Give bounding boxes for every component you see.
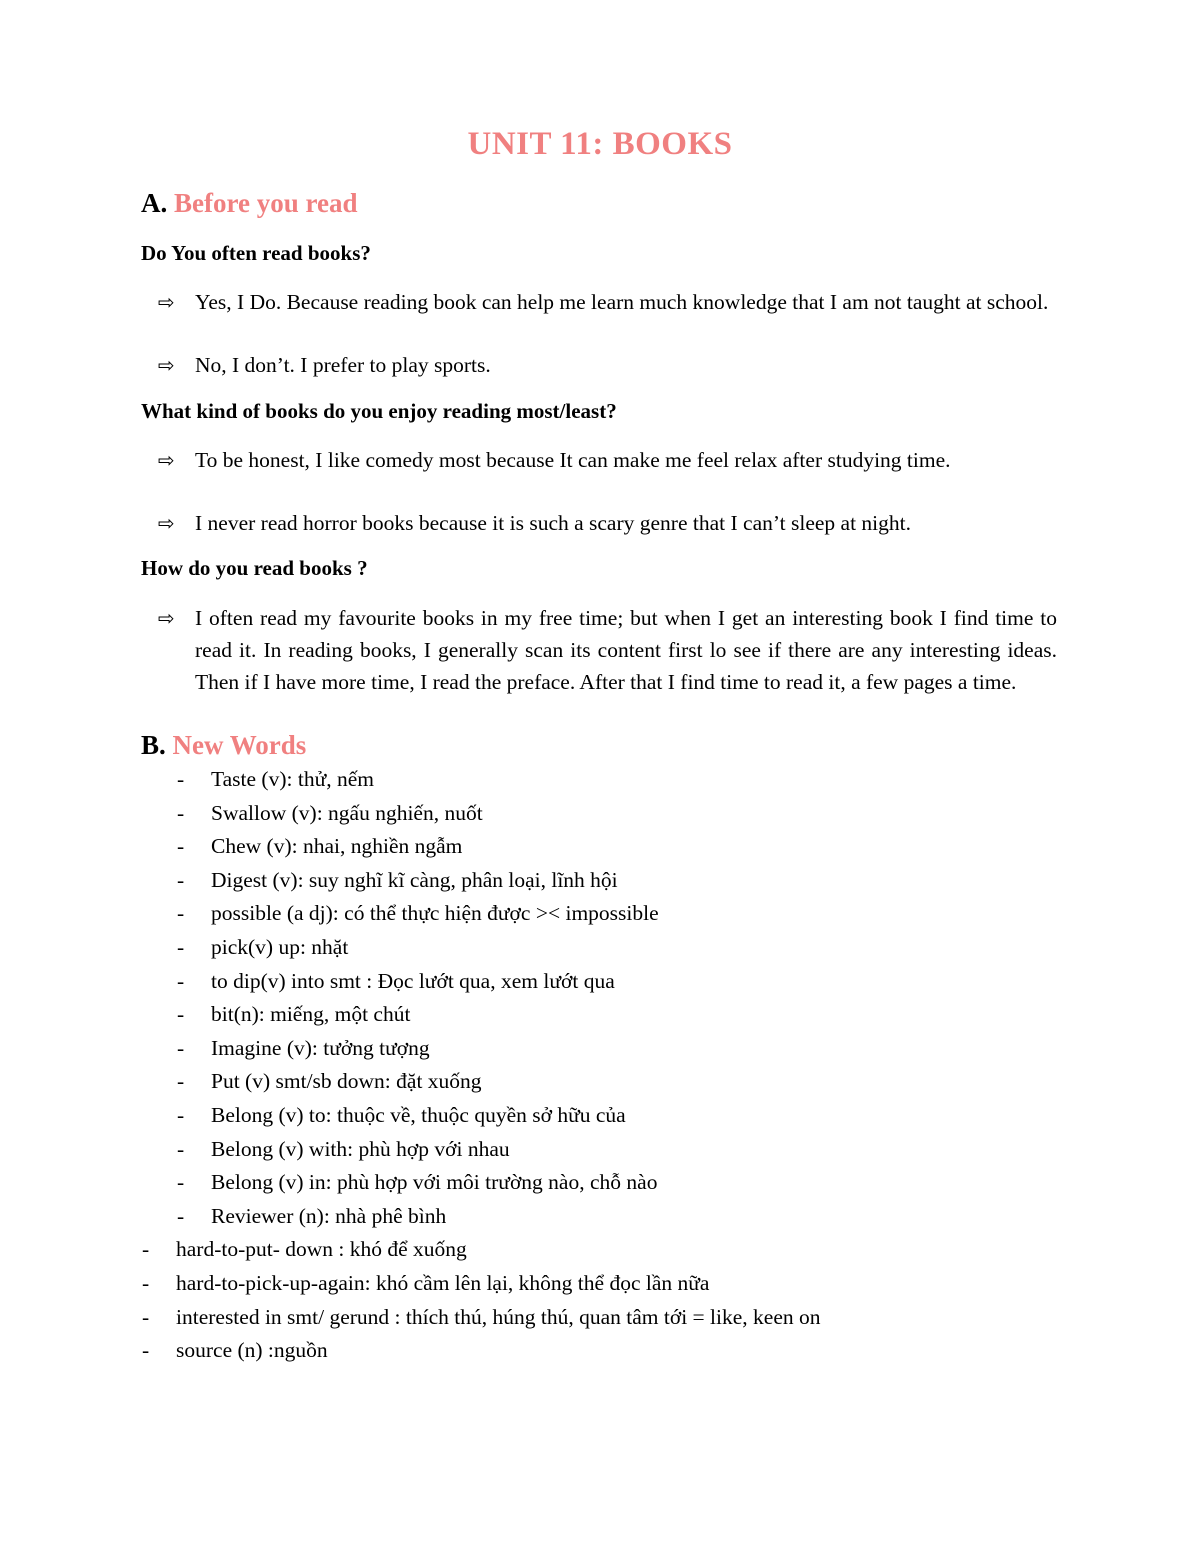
vocab-text: Digest (v): suy nghĩ kĩ càng, phân loại, lĩnh hội: [211, 868, 618, 892]
arrow-bullet-icon: ⇨: [158, 290, 175, 314]
question-2: What kind of books do you enjoy reading most/least?: [141, 399, 617, 423]
section-b-heading: [141, 730, 306, 761]
vocab-text: Belong (v) in: phù hợp với môi trường nào, chỗ nào: [211, 1170, 658, 1194]
list-bullet: -: [142, 1305, 150, 1329]
vocab-text: pick(v) up: nhặt: [211, 935, 349, 959]
list-bullet: -: [177, 801, 185, 825]
list-bullet: -: [177, 901, 185, 925]
arrow-bullet-icon: ⇨: [158, 448, 175, 472]
section-a-heading: [141, 188, 357, 219]
list-bullet: -: [177, 834, 185, 858]
list-bullet: -: [142, 1271, 150, 1295]
list-bullet: -: [177, 1170, 185, 1194]
answer-3-1: I often read my favourite books in my free time; but when I get an interesting book I find time to read it. In reading books, I generally scan its content first lo see if there are any interesting ideas. Then if I have more time, I read the preface. After that I find time to read it, a few pages a time.: [195, 606, 1057, 694]
list-bullet: -: [177, 1002, 185, 1026]
vocab-text: Swallow (v): ngấu nghiến, nuốt: [211, 801, 483, 825]
arrow-bullet-icon: ⇨: [158, 511, 175, 535]
vocab-text: Belong (v) to: thuộc về, thuộc quyền sở hữu của: [211, 1103, 626, 1127]
list-bullet: -: [142, 1237, 150, 1261]
list-bullet: -: [177, 767, 185, 791]
vocab-text: Put (v) smt/sb down: đặt xuống: [211, 1069, 482, 1093]
answer-1-1: Yes, I Do. Because reading book can help me learn much knowledge that I am not taught at school.: [195, 290, 1049, 314]
question-3: How do you read books ?: [141, 556, 368, 580]
vocab-text: Taste (v): thử, nếm: [211, 767, 374, 791]
question-1: Do You often read books?: [141, 241, 371, 265]
vocab-text: hard-to-put- down : khó để xuống: [176, 1237, 467, 1261]
vocab-text: possible (a dj): có thể thực hiện được >< impossible: [211, 901, 659, 925]
arrow-bullet-icon: ⇨: [158, 606, 175, 630]
answer-2-1: To be honest, I like comedy most because It can make me feel relax after studying time.: [195, 448, 951, 472]
list-bullet: -: [177, 1137, 185, 1161]
section-b-letter: B.: [141, 730, 166, 760]
section-a-letter: A.: [141, 188, 168, 218]
answer-1-2: No, I don’t. I prefer to play sports.: [195, 353, 491, 377]
vocab-text: interested in smt/ gerund : thích thú, húng thú, quan tâm tới = like, keen on: [176, 1305, 821, 1329]
vocab-text: Reviewer (n): nhà phê bình: [211, 1204, 447, 1228]
vocab-text: to dip(v) into smt : Đọc lướt qua, xem lướt qua: [211, 969, 615, 993]
arrow-bullet-icon: ⇨: [158, 353, 175, 377]
list-bullet: -: [177, 1103, 185, 1127]
list-bullet: -: [142, 1338, 150, 1362]
list-bullet: -: [177, 1036, 185, 1060]
vocab-text: bit(n): miếng, một chút: [211, 1002, 411, 1026]
vocab-text: Imagine (v): tưởng tượng: [211, 1036, 430, 1060]
section-a-label: Before you read: [174, 188, 358, 218]
vocab-text: Chew (v): nhai, nghiền ngẫm: [211, 834, 463, 858]
list-bullet: -: [177, 969, 185, 993]
answer-2-2: I never read horror books because it is such a scary genre that I can’t sleep at night.: [195, 511, 911, 535]
list-bullet: -: [177, 935, 185, 959]
section-b-label: New Words: [172, 730, 307, 760]
list-bullet: -: [177, 868, 185, 892]
vocab-text: hard-to-pick-up-again: khó cầm lên lại, không thể đọc lần nữa: [176, 1271, 710, 1295]
vocab-text: Belong (v) with: phù hợp với nhau: [211, 1137, 510, 1161]
page-title: UNIT 11: BOOKS: [467, 126, 733, 162]
list-bullet: -: [177, 1069, 185, 1093]
list-bullet: -: [177, 1204, 185, 1228]
vocab-text: source (n) :nguồn: [176, 1338, 328, 1362]
